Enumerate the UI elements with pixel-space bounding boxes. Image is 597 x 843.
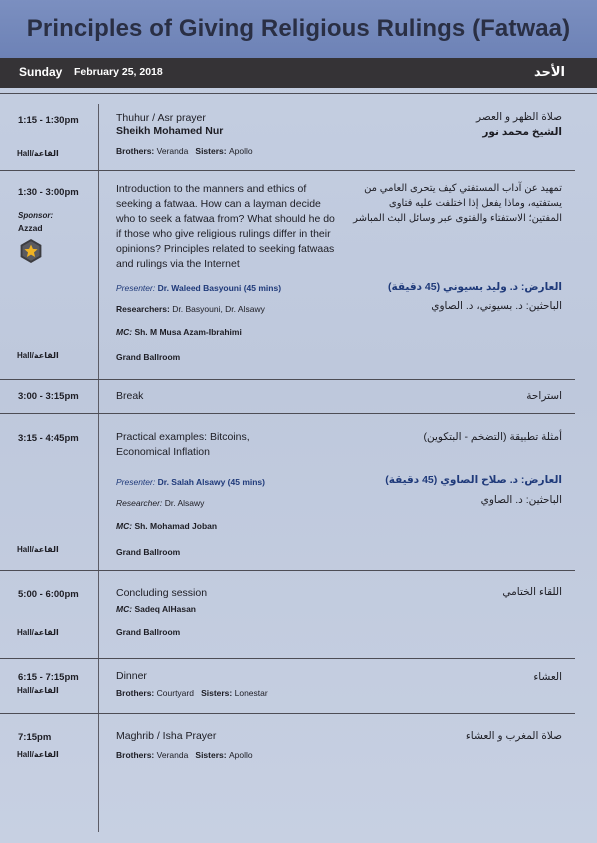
researchers-line bbox=[116, 304, 265, 314]
mc-name: Sh. Mohamad Joban bbox=[134, 521, 218, 531]
sponsor-name: Azzad bbox=[18, 223, 43, 233]
session-title-arabic: صلاة الظهر و العصر bbox=[476, 111, 562, 123]
presenter-label: Presenter: bbox=[116, 283, 156, 293]
presenter-name: Dr. Waleed Basyouni (45 mins) bbox=[157, 283, 282, 293]
session-time: 6:15 - 7:15pm bbox=[18, 672, 79, 683]
row-divider bbox=[0, 658, 575, 659]
hall-label: Hall/القاعة bbox=[17, 628, 59, 637]
session-time: 1:15 - 1:30pm bbox=[18, 115, 79, 126]
row-divider bbox=[0, 93, 597, 94]
session-time: 7:15pm bbox=[18, 732, 52, 743]
presenter-label: Presenter: bbox=[116, 477, 156, 487]
hall-label: Hall/القاعة bbox=[17, 149, 59, 158]
brothers-venue: Courtyard bbox=[156, 688, 194, 698]
sisters-label: Sisters: bbox=[195, 146, 227, 156]
session-location: Grand Ballroom bbox=[116, 352, 181, 362]
session-location: Grand Ballroom bbox=[116, 627, 181, 637]
session-speaker: Sheikh Mohamed Nur bbox=[116, 125, 224, 137]
session-title: Break bbox=[116, 390, 144, 402]
session-title: Dinner bbox=[116, 670, 147, 682]
hall-label: Hall/القاعة bbox=[17, 686, 59, 695]
presenter-line bbox=[116, 477, 265, 487]
presenter-arabic: العارض: د. صلاح الصاوي (45 دقيقة) bbox=[385, 474, 562, 486]
row-divider bbox=[0, 170, 575, 171]
row-divider bbox=[0, 570, 575, 571]
session-location: Grand Ballroom bbox=[116, 547, 181, 557]
description-line-arabic: تمهيد عن آداب المستفتي كيف يتحرى العامي من bbox=[364, 183, 562, 194]
mc-label: MC: bbox=[116, 521, 133, 531]
session-title: Concluding session bbox=[116, 587, 208, 599]
mc-name: Sh. M Musa Azam-Ibrahimi bbox=[134, 327, 242, 337]
column-divider bbox=[98, 104, 99, 832]
description-line-arabic: المفتين؛ الاستفتاء والفتوى عبر وسائل البث المباشر bbox=[353, 213, 562, 224]
description-line: opinions? Principles related to seeking fatwaas bbox=[116, 243, 335, 255]
sisters-venue: Apollo bbox=[228, 146, 253, 156]
researcher-line bbox=[116, 498, 204, 508]
mc-label: MC: bbox=[116, 327, 133, 337]
session-title-arabic: استراحة bbox=[526, 390, 562, 402]
session-venue bbox=[116, 750, 253, 760]
brothers-venue: Veranda bbox=[156, 750, 189, 760]
description-line: seeking a fatwaa. How can a layman decide bbox=[116, 198, 321, 210]
session-title bbox=[116, 430, 250, 460]
mc-name: Sadeq AlHasan bbox=[134, 604, 197, 614]
session-time: 1:30 - 3:00pm bbox=[18, 187, 79, 198]
mc-line bbox=[116, 604, 196, 614]
researcher-label: Researcher: bbox=[116, 498, 163, 508]
brothers-label: Brothers: bbox=[116, 146, 155, 156]
description-line-arabic: يستفتيه، وماذا يفعل إذا اختلفت عليه فتاوى bbox=[388, 198, 562, 209]
row-divider bbox=[0, 713, 575, 714]
researchers-arabic: الباحثين: د. الصاوي bbox=[480, 494, 562, 506]
sisters-label: Sisters: bbox=[201, 688, 233, 698]
sisters-label: Sisters: bbox=[195, 750, 227, 760]
session-description bbox=[116, 182, 335, 272]
presenter-name: Dr. Salah Alsawy (45 mins) bbox=[157, 477, 265, 487]
page-title: Principles of Giving Religious Rulings (Fatwaa) bbox=[26, 15, 571, 42]
title-banner bbox=[0, 0, 597, 58]
sponsor-label: Sponsor: bbox=[18, 211, 54, 220]
session-speaker-arabic: الشيخ محمد نور bbox=[482, 126, 562, 138]
day-name: Sunday bbox=[19, 65, 63, 79]
day-date: February 25, 2018 bbox=[74, 66, 163, 78]
session-time: 3:00 - 3:15pm bbox=[18, 391, 79, 402]
session-time: 5:00 - 6:00pm bbox=[18, 589, 79, 600]
sisters-venue: Lonestar bbox=[234, 688, 268, 698]
researchers-arabic: الباحثين: د. بسيوني، د. الصاوي bbox=[431, 300, 562, 312]
brothers-venue: Veranda bbox=[156, 146, 189, 156]
title-line: Practical examples: Bitcoins, bbox=[116, 431, 250, 443]
session-title: Thuhur / Asr prayer bbox=[116, 112, 206, 124]
session-title-arabic: العشاء bbox=[533, 671, 562, 683]
session-venue bbox=[116, 146, 253, 156]
mc-line bbox=[116, 327, 242, 337]
day-bar bbox=[0, 58, 597, 88]
hall-label: Hall/القاعة bbox=[17, 545, 59, 554]
brothers-label: Brothers: bbox=[116, 750, 155, 760]
hall-label: Hall/القاعة bbox=[17, 351, 59, 360]
presenter-arabic: العارض: د. وليد بسيوني (45 دقيقة) bbox=[387, 281, 562, 293]
researchers-names: Dr. Basyouni, Dr. Alsawy bbox=[172, 304, 265, 314]
session-title: Maghrib / Isha Prayer bbox=[116, 730, 217, 742]
description-line: who to seek a fatwaa from? What should he do bbox=[116, 213, 335, 225]
row-divider bbox=[0, 379, 575, 380]
researchers-label: Researchers: bbox=[116, 304, 170, 314]
description-line: and rulings via the Internet bbox=[116, 258, 240, 270]
title-line: Economical Inflation bbox=[116, 446, 210, 458]
session-title-arabic: صلاة المغرب و العشاء bbox=[465, 730, 562, 742]
mc-line bbox=[116, 521, 217, 531]
description-line: Introduction to the manners and ethics of bbox=[116, 183, 307, 195]
sponsor-star-badge-icon bbox=[18, 238, 44, 264]
session-description-arabic bbox=[353, 181, 562, 226]
sisters-venue: Apollo bbox=[228, 750, 253, 760]
session-title-arabic: اللقاء الختامي bbox=[502, 586, 562, 598]
day-name-arabic: الأحد bbox=[533, 64, 565, 79]
hall-label: Hall/القاعة bbox=[17, 750, 59, 759]
researcher-name: Dr. Alsawy bbox=[164, 498, 205, 508]
description-line: if those who give religious rulings differ in their bbox=[116, 228, 331, 240]
row-divider bbox=[0, 413, 575, 414]
session-time: 3:15 - 4:45pm bbox=[18, 433, 79, 444]
session-title-arabic: أمثلة تطبيقة (التضخم - البتكوين) bbox=[423, 431, 562, 443]
presenter-line bbox=[116, 283, 281, 293]
mc-label: MC: bbox=[116, 604, 133, 614]
brothers-label: Brothers: bbox=[116, 688, 155, 698]
session-venue bbox=[116, 688, 268, 698]
